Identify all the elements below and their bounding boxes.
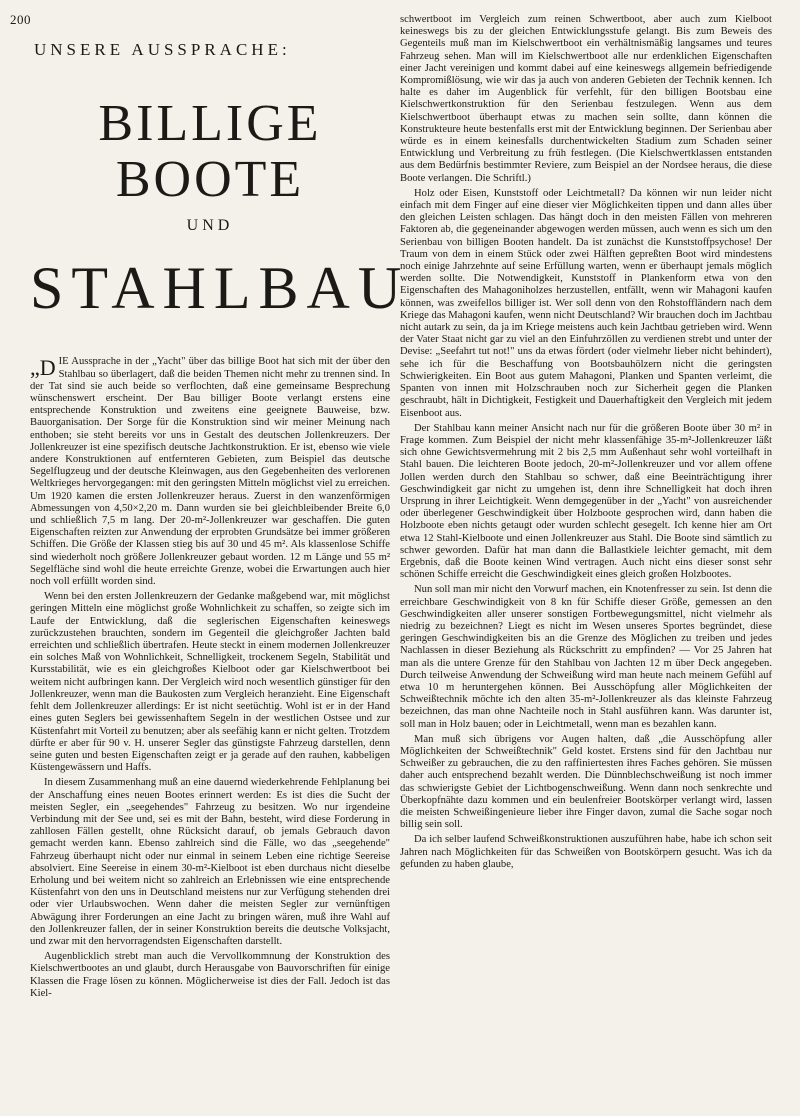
paragraph: Holz oder Eisen, Kunststoff oder Leichtmetall? Da können wir nun leider nicht einfach mit dem Finger auf eine dieser vier Möglichkeiten tippen und dann alles über den gleichen Leisten schlagen. Das hängt doch in den meisten Fällen von mehreren Faktoren ab, die gegeneinander abgewogen werden müssen, auch wenn es sich um den Serienbau von billigen Booten handelt. Da ist zunächst die Kunststoffpsychose! Der Traum von dem in einem Stück oder zwei Hälften gepreßten Boot wird mindestens noch einige Jahrzehnte auf seine Erfüllung warten, wenn er überhaupt jemals möglich werden sollte. Die Notwendigkeit, Kunststoff in Plankenform etwa von den Eigenschaften des Mahagoniholzes herzustellen, entfällt, wenn wir Mahagoni kaufen können, was zweifellos billiger ist. Wer soll denn von den Rohstoffländern nach dem Kriege das Mahagoni kaufen, wenn nicht Deutschland? Wir brauchen doch im Jachtbau nicht autark zu sein, da ja im Kriege meistens auch kein Jachtbau getrieben wird. Wenn der Vater Staat nicht gar zu viel an den Einfuhrzöllen zu verdienen strebt und unter der Devise: „Seefahrt tut not!" uns da etwas fördert (oder vielmehr lieber nicht behindert), sehe ich für die Beschaffung von Bootsbauhölzern nicht die geringsten Schwierigkeiten. Ein Boot aus gutem Mahagoni, Planken und Spanten verleimt, die Spanten von innen mit Holzschrauben noch zur Sicherheit gegen die Planken geschraubt, hält in Dichtigkeit, Festigkeit und Dauerhaftigkeit den Vergleich mit jedem Eisenboot aus. [400,187,772,419]
right-column [400,14,772,874]
article-kicker: UNSERE AUSSPRACHE: [34,40,291,59]
paragraph: Man muß sich übrigens vor Augen halten, daß „die Ausschöpfung aller Möglichkeiten der Schweißtechnik" Geld kostet. Erstens sind für den Jachtbau nur Schweißer zu gebrauchen, die zu den raffiniertesten ihres Faches gehören. Sie müssen daher auch entsprechend bezahlt werden. Die Dünnblechschweißung ist noch immer das schwierigste Gebiet der Lichtbogenschweißung. Wenn dann noch senkrechte und Überkopfnähte dazu kommen und ein beulenfreier Bootskörper verlangt wird, lassen die meisten Schweißingenieure lieber ihre Finger davon, zumal die Sache sogar noch billig sein soll. [400,733,772,831]
paragraph: In diesem Zusammenhang muß an eine dauernd wiederkehrende Fehlplanung bei der Anschaffung eines neuen Bootes erinnert werden: Es ist dies die Sucht der meisten Segler, ein „seegehendes" Fahrzeug zu besitzen. Wo nur irgendeine Verbindung mit der See und, sei es mit der Bahn, besteht, wird diese Forderung in zahllosen Fällen gestellt, ohne Rücksicht darauf, ob jemals Gebrauch davon gemacht werden kann. Ebenso zahlreich sind die Fälle, wo das „seegehende" Fahrzeug überhaupt nicht oder nur einmal in seinem Leben eine richtige Seereise absolviert. Eine Seereise in einem 30-m²-Kielboot ist eben durchaus nicht dieselbe Erholung und bei weitem nicht so zahlreich an Erlebnissen wie eine entsprechende Küstenfahrt von den uns in Deutschland meistens nur zur Verfügung stehenden drei oder vier Urlaubswochen. Wenn daher die meisten Segler zur vernünftigen Abwägung ihrer Forderungen an eine Jacht zu bringen wären, muß ihre Wahl auf den Jollenkreuzer fallen, der in seiner Konstruktion bereits die deutsche Volksjacht, und zwar mit den hervorragendsten Eigenschaften darstellt. [30,777,390,947]
left-column [30,40,410,1003]
headline-line-1: BILLIGE BOOTE [98,95,322,209]
drop-cap: „D [30,355,56,381]
paragraph: Der Stahlbau kann meiner Ansicht nach nur für die größeren Boote über 30 m² in Frage kommen. Zum Beispiel der nicht mehr klassenfähige 35-m²-Jollenkreuzer läßt sich ohne Gewichtsvermehrung mit 2 bis 2,5 mm Außenhaut sehr wohl vorteilhaft in Stahl bauen. Die leichteren Boote jedoch, 20-m²-Jollenkreuzer und vor allem offene Jollen werden durch den Stahlbau so schwer, daß eine Beeinträchtigung ihrer Geschwindigkeit gar nicht zu umgehen ist, denn ihre Schnelligkeit hat doch ihren Ursprung in ihrer Leichtigkeit. Wenn demgegenüber in der „Yacht" von ausreichender oder überlegener Geschwindigkeit über Holzboote gesprochen wird, dann haben die Holzboote eben nichts getaugt oder wurden schlecht gesegelt. Ich kenne hier am Ort etwa 12 Stahl-Kielboote und einen Jollenkreuzer aus Stahl. Die Boote sind sämtlich zu schwer geworden. Dafür hat man dann die Ballastkiele leichter gemacht, mit dem Ergebnis, daß die Boote keinen Wind vertragen. Auch nicht eins dieser sonst sehr schönen Schiffe erreicht die Geschwindigkeit eines gleich großen Holzbootes. [400,422,772,581]
paragraph: schwertboot im Vergleich zum reinen Schwertboot, aber auch zum Kielboot keineswegs bis zu der gleichen Entwicklungsstufe gelangt. Bis zum Beweis des Gegenteils muß man im Kielschwertboot ein verhältnismäßig langsames und teures Fahrzeug sehen. Man will im Kielschwertboot alle nur erdenklichen Eigenschaften einer Jacht vereinigen und kommt dabei auf eine keineswegs allgemein befriedigende Kompromißlösung, wie wir das ja auch von anderen Gebieten der Technik kennen. Ich halte es daher im Augenblick für verfehlt, für den billigen Bootsbau eine Kielschwertkonstruktion für den Serienbau festzulegen. Wenn aus dem Kielschwertboot überhaupt etwas zu machen sein sollte, dann können die Konstrukteure heute bestenfalls erst mit der Entwicklung beginnen. Der Serienbau aber würde es in einem keinesfalls durchentwickelten Stadium zum Schaden seiner Entwicklung und Verbreitung zu früh festlegen. (Die Kielschwertklassen entstanden aus dem Bedürfnis bestimmter Reviere, zum Beispiel an der Nordsee heraus, die diese Boote verlangen. Die Schriftl.) [400,14,772,184]
paragraph: Da ich selber laufend Schweißkonstruktionen auszuführen habe, habe ich schon seit Jahren nach Möglichkeiten für das Schweißen von Bootskörpern gesucht. Was ich da gefunden zu haben glaube, [400,834,772,870]
headline [30,95,410,322]
headline-line-2: UND [186,217,234,235]
page-number: 200 [10,12,31,27]
headline-line-3: STAHLBAU [30,255,410,322]
paragraph: Wenn bei den ersten Jollenkreuzern der Gedanke maßgebend war, mit möglichst geringen Mitteln eine möglichst große Wohnlichkeit zu schaffen, so zeigte sich im Laufe der Entwicklung, daß die seglerischen Eigenschaften keineswegs zurückzustehen brauchten, sondern im Gegenteil die gleichgroßer Jachten bald erreichten und schließlich übertrafen. Heute steckt in einem modernen Jollenkreuzer ein solches Maß von Wohnlichkeit, Schnelligkeit, trockenem Segeln, Stabilität und Kursstabilität, wie es ein gleichgroßes Kielboot oder gar Kielschwertboot bei weitem nicht aufbringen kann. Der Vergleich wird noch wesentlich günstiger für den Jollenkreuzer, wenn man die Baukosten zum Vergleich heranzieht. Eine Eigenschaft fehlt dem Jollenkreuzer allerdings: Er ist nicht seetüchtig. Wohl ist er in der Hand eines guten Seglers bei gewissenhaftem Segeln in der westlichen Ostsee und zur Küstenfahrt mit Vorteil zu benutzen; aber als seefähig kann er nicht gelten. Trotzdem dürfte er aber für 90 v. H. unserer Segler das günstigste Fahrzeug darstellen, denn seine guten und besten Eigenschaften zeigt er ja gerade auf den rauhen, kabbeligen Küstengewässern und Haffs. [30,591,390,774]
paragraph: Augenblicklich strebt man auch die Vervollkommnung der Konstruktion des Kielschwertbootes an und glaubt, durch Herausgabe von Bauvorschriften für einige Klassen die Frage lösen zu können. Möglicherweise ist dies der Fall. Jedoch ist das Kiel- [30,951,390,999]
paragraph: Nun soll man mir nicht den Vorwurf machen, ein Knotenfresser zu sein. Ist denn die erreichbare Geschwindigkeit von 8 kn für Schiffe dieser Größe, gemessen an den Geschwindigkeiten aller unserer sonstigen Fortbewegungsmittel, nicht vielmehr als niedrig zu bezeichnen? Liegt es nicht im Wesen unseres Sportes begründet, diese geringen Geschwindigkeiten bis an die Grenze des Möglichen zu treiben und jedes Nachlassen in dieser Beziehung als Rückschritt zu empfinden? — Vor 25 Jahren hat man als die untere Grenze für den Stahlbau von Jachten 12 m über Deck angegeben. Durch teilweise Anwendung der Schweißung wird man heute nach meinem Gefühl auf etwa 10 m heruntergehen können. Bei Ausschöpfung aller Möglichkeiten der Schweißtechnik möchte ich den alten 35-m²-Jollenkreuzer als das kleinste Fahrzeug bezeichnen, das man ohne Nachteile noch in Stahl ausführen kann. Was darunter ist, soll man in Holz bauen; oder in Leichtmetall, wenn man es bezahlen kann. [400,584,772,730]
paragraph: „DIE Aussprache in der „Yacht" über das billige Boot hat sich mit der über den Stahlbau so überlagert, daß die beiden Themen nicht mehr zu trennen sind. In der Tat sind sie auch beide so verflochten, daß eine gemeinsame Besprechung wünschenswert erscheint. Der Bau billiger Boote verlangt erstens eine entsprechende Konstruktion und zweitens eine geeignete Bauweise, bzw. Bauorganisation. Der Sorge für die Konstruktion sind wir meiner Meinung nach enthoben; sie steht bereits vor uns in Gestalt des deutschen Jollenkreuzers. Der Jollenkreuzer ist eine spezifisch deutsche Jachtkonstruktion. Er ist, ebenso wie viele andere Konstruktionen auf entfernteren Gebieten, zum Beispiel das deutsche Segelflugzeug und der deutsche Kleinwagen, aus den Gegebenheiten des verlorenen Weltkrieges hervorgegangen: mit den geringsten Mitteln möglichst viel zu erreichen. Um 1920 kamen die ersten Jollenkreuzer heraus. Zuerst in den wanzenförmigen Abmessungen von 4,50×2,20 m. Dann wurden sie bei gleichbleibender Breite 6,0 und schließlich 7,5 m lang. Der 20-m²-Jollenkreuzer war geschaffen. Die guten Eigenschaften reizten zur Anwendung der erprobten Grundsätze bei immer größeren Schiffen. Die Größe der Klassen stieg bis auf 30 und 45 m². Als klassenlose Schiffe sind wiederholt noch größere Jollenkreuzer gebaut worden. 12 m Länge und 55 m² Segelfläche sind wohl die heute erreichte Grenze, wobei die Erwartungen auch hier noch voll erfüllt worden sind. [30,355,390,588]
